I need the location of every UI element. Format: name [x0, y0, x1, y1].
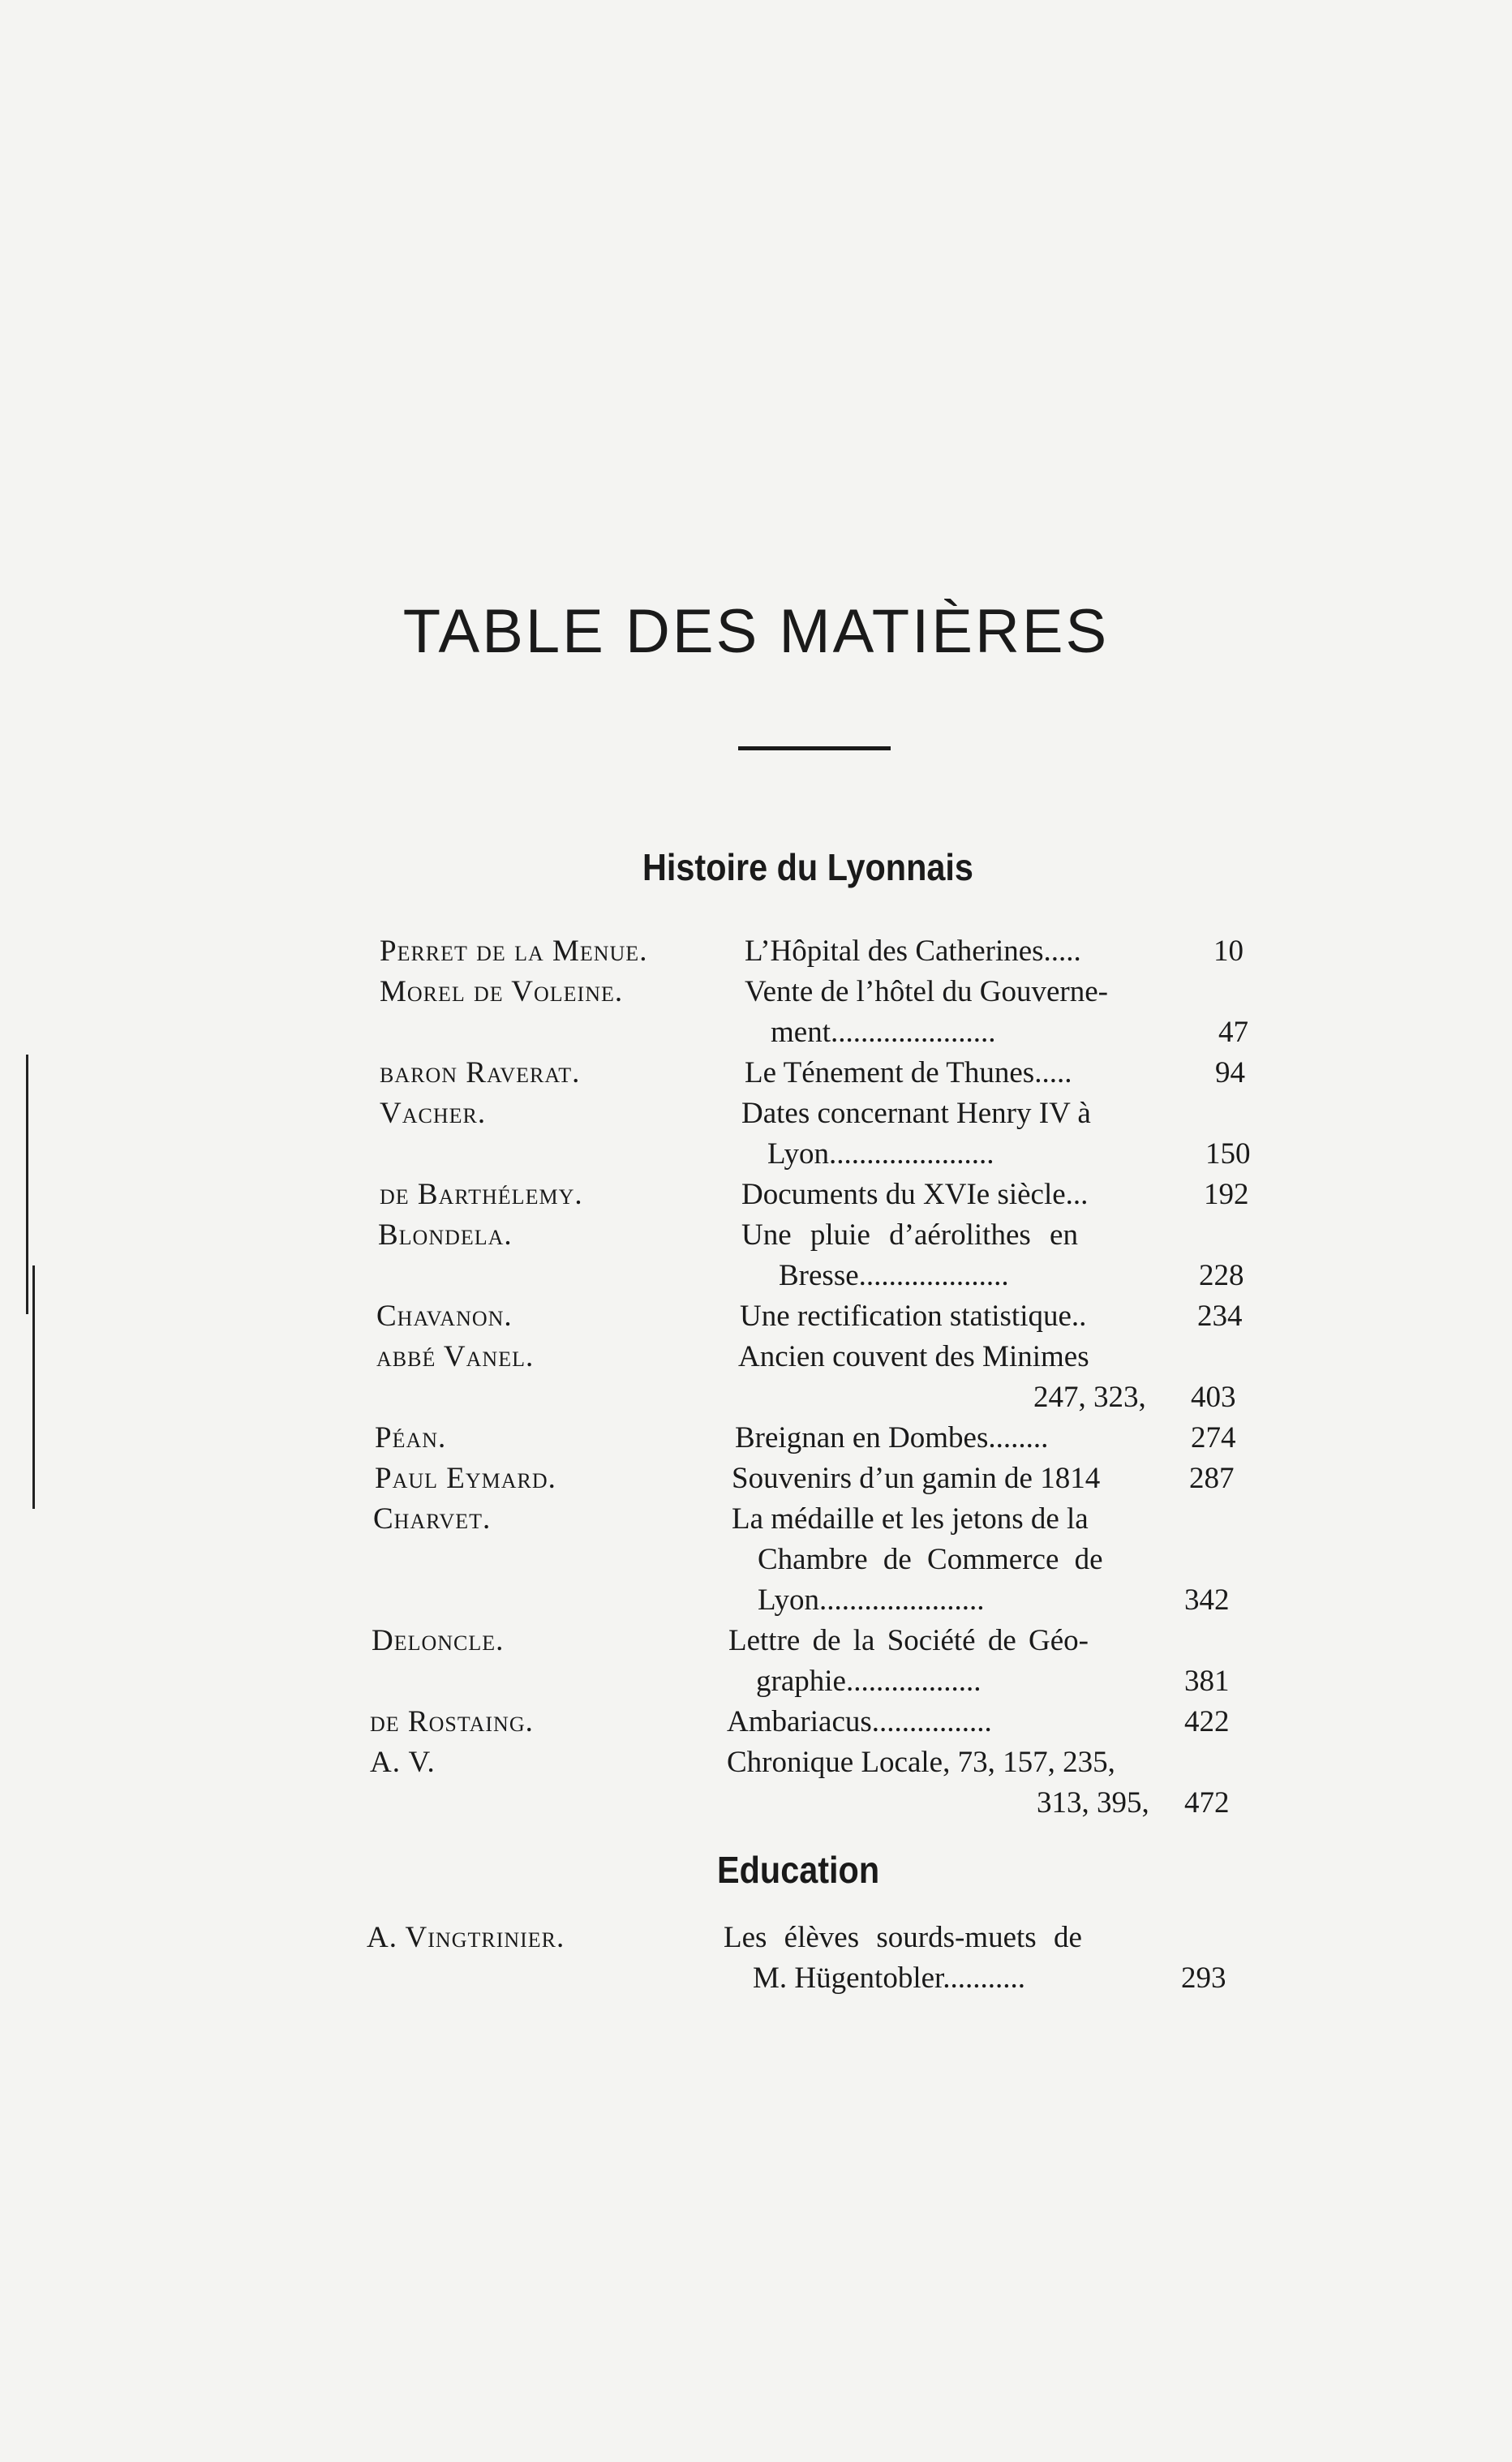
entry-pages: 150: [1205, 1137, 1251, 1171]
entry-title: Lettre de la Société de Géo-: [728, 1624, 1089, 1657]
entry-title-cont: M. Hügentobler...........: [753, 1961, 1026, 1995]
entry-pages: 293: [1181, 1961, 1226, 1995]
margin-mark: [26, 1055, 28, 1314]
section-heading: Education: [717, 1849, 880, 1891]
entry-title: Les élèves sourds-muets de: [724, 1921, 1082, 1954]
entry-pages: 234: [1197, 1300, 1243, 1333]
section-heading: Histoire du Lyonnais: [642, 846, 973, 888]
entry-pages: 381: [1184, 1665, 1230, 1698]
title-rule: [738, 746, 891, 750]
entry-title-cont: 313, 395,: [1037, 1786, 1149, 1820]
entry-pages: 47: [1218, 1016, 1248, 1049]
entry-title-cont: graphie..................: [756, 1665, 982, 1698]
entry-title: Breignan en Dombes........: [735, 1421, 1049, 1454]
entry-author: de Rostaing.: [370, 1705, 534, 1738]
entry-title: Vente de l’hôtel du Gouverne-: [745, 975, 1108, 1008]
entry-pages: 192: [1204, 1178, 1249, 1211]
page-title: TABLE DES MATIÈRES: [402, 597, 1110, 666]
entry-title-cont: 247, 323,: [1033, 1381, 1146, 1414]
entry-author: A. V.: [370, 1746, 436, 1779]
entry-title: Une rectification statistique..: [740, 1300, 1087, 1333]
entry-title-cont: ment......................: [771, 1016, 996, 1049]
entry-title: Chronique Locale, 73, 157, 235,: [727, 1746, 1115, 1779]
entry-author: abbé Vanel.: [376, 1340, 535, 1373]
entry-title: Dates concernant Henry IV à: [741, 1097, 1091, 1130]
entry-pages: 287: [1189, 1462, 1235, 1495]
entry-title: Ancien couvent des Minimes: [738, 1340, 1089, 1373]
entry-author: Charvet.: [373, 1502, 492, 1536]
entry-title-cont: Lyon......................: [758, 1583, 985, 1617]
entry-author: Chavanon.: [376, 1300, 513, 1333]
entry-pages: 422: [1184, 1705, 1230, 1738]
entry-title: Ambariacus................: [727, 1705, 992, 1738]
entry-title: Le Ténement de Thunes.....: [745, 1056, 1072, 1089]
entry-title-cont: Bresse....................: [779, 1259, 1009, 1292]
entry-author: Morel de Voleine.: [380, 975, 624, 1008]
entry-author: Paul Eymard.: [375, 1462, 556, 1495]
entry-pages: 274: [1191, 1421, 1236, 1454]
entry-author: Deloncle.: [372, 1624, 505, 1657]
entry-title: L’Hôpital des Catherines.....: [745, 935, 1081, 968]
entry-title-cont: Lyon......................: [767, 1137, 994, 1171]
entry-pages: 228: [1199, 1259, 1244, 1292]
entry-pages: 403: [1191, 1381, 1236, 1414]
entry-pages: 472: [1184, 1786, 1230, 1820]
entry-author: Blondela.: [378, 1218, 513, 1252]
entry-author: de Barthélemy.: [380, 1178, 583, 1211]
entry-title: La médaille et les jetons de la: [732, 1502, 1089, 1536]
entry-author: baron Raverat.: [380, 1056, 581, 1089]
entry-author: Péan.: [375, 1421, 447, 1454]
entry-pages: 94: [1215, 1056, 1245, 1089]
entry-author: Perret de la Menue.: [380, 935, 648, 968]
entry-title: Souvenirs d’un gamin de 1814: [732, 1462, 1101, 1495]
entry-title: Une pluie d’aérolithes en: [741, 1218, 1078, 1252]
margin-mark: [32, 1265, 35, 1509]
entry-pages: 10: [1213, 935, 1244, 968]
entry-author: A. Vingtrinier.: [367, 1921, 565, 1954]
entry-title-cont: Chambre de Commerce de: [758, 1543, 1103, 1576]
entry-title: Documents du XVIe siècle...: [741, 1178, 1089, 1211]
entry-pages: 342: [1184, 1583, 1230, 1617]
entry-author: Vacher.: [380, 1097, 487, 1130]
